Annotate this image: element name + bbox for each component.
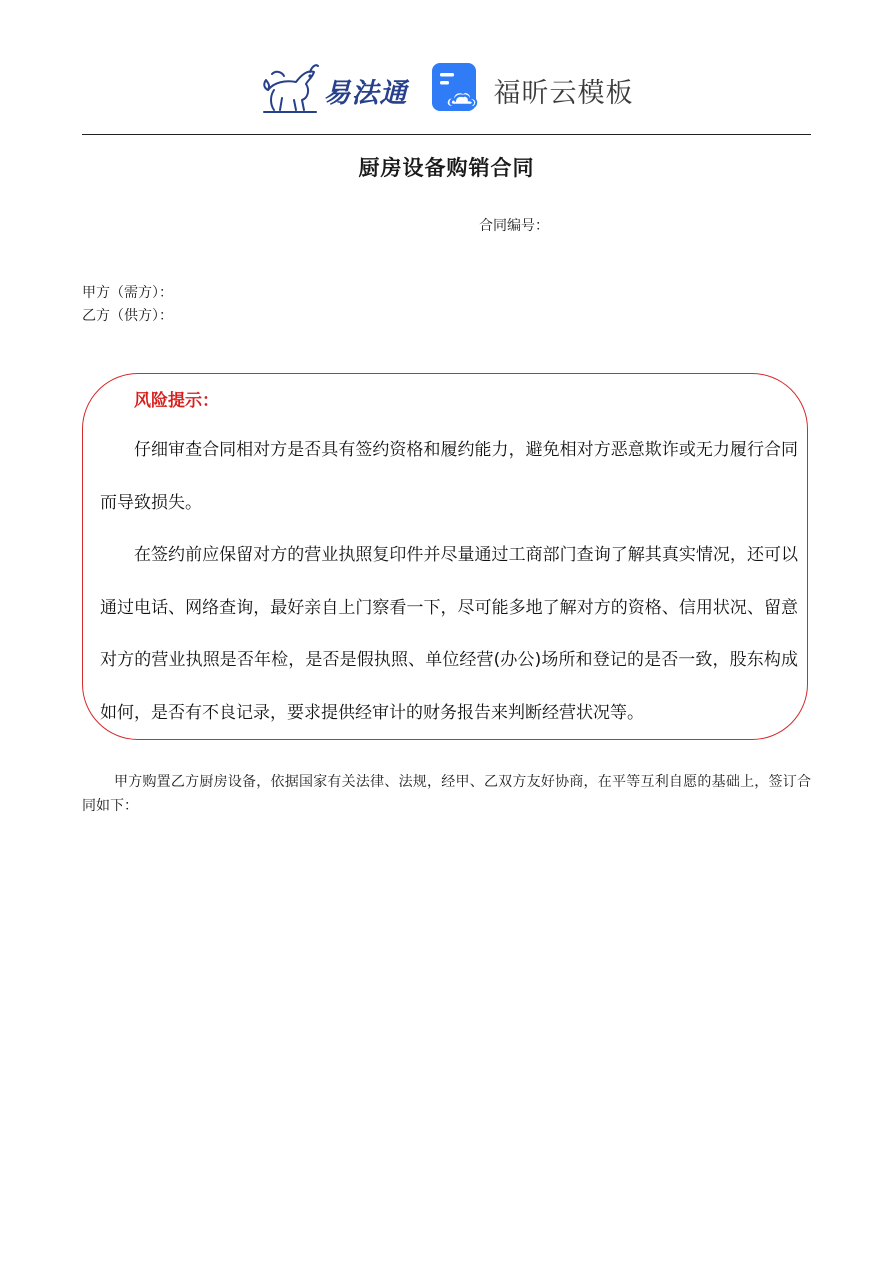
- yifatong-wordmark: 易法通: [323, 77, 408, 109]
- risk-notice-paragraph-2: 在签约前应保留对方的营业执照复印件并尽量通过工商部门查询了解其真实情况，还可以通过电话、网络查询，最好亲自上门察看一下，尽可能多地了解对方的资格、信用状况、留意对方的营业执照是否年检，是否是假执照、单位经营(办公)场所和登记的是否一致，股东构成如何，是否有不良记录，要求提供经审计的财务报告来判断经营状况等。: [100, 545, 798, 723]
- header-logos: [0, 58, 893, 122]
- contract-intro-paragraph: 甲方购置乙方厨房设备，依据国家有关法律、法规，经甲、乙双方友好协商，在平等互利自愿的基础上，签订合同如下：: [82, 774, 811, 814]
- foxit-template-brand: [430, 61, 634, 119]
- contract-number-label: 合同编号：: [479, 218, 549, 234]
- foxit-cloud-doc-icon: [430, 61, 482, 119]
- foxit-template-wordmark: 福昕云模板: [493, 77, 634, 109]
- header-divider: [82, 134, 811, 135]
- qilin-logo-icon: [260, 60, 320, 120]
- party-b-label: 乙方（供方）：: [82, 308, 173, 324]
- party-a-label: 甲方（需方）：: [82, 285, 173, 301]
- risk-notice-paragraph-1: 仔细审查合同相对方是否具有签约资格和履约能力，避免相对方恶意欺诈或无力履行合同而导致损失。: [100, 440, 798, 513]
- risk-notice-title: 风险提示：: [134, 391, 219, 411]
- yifatong-brand: [260, 60, 408, 120]
- document-title: 厨房设备购销合同: [358, 156, 535, 180]
